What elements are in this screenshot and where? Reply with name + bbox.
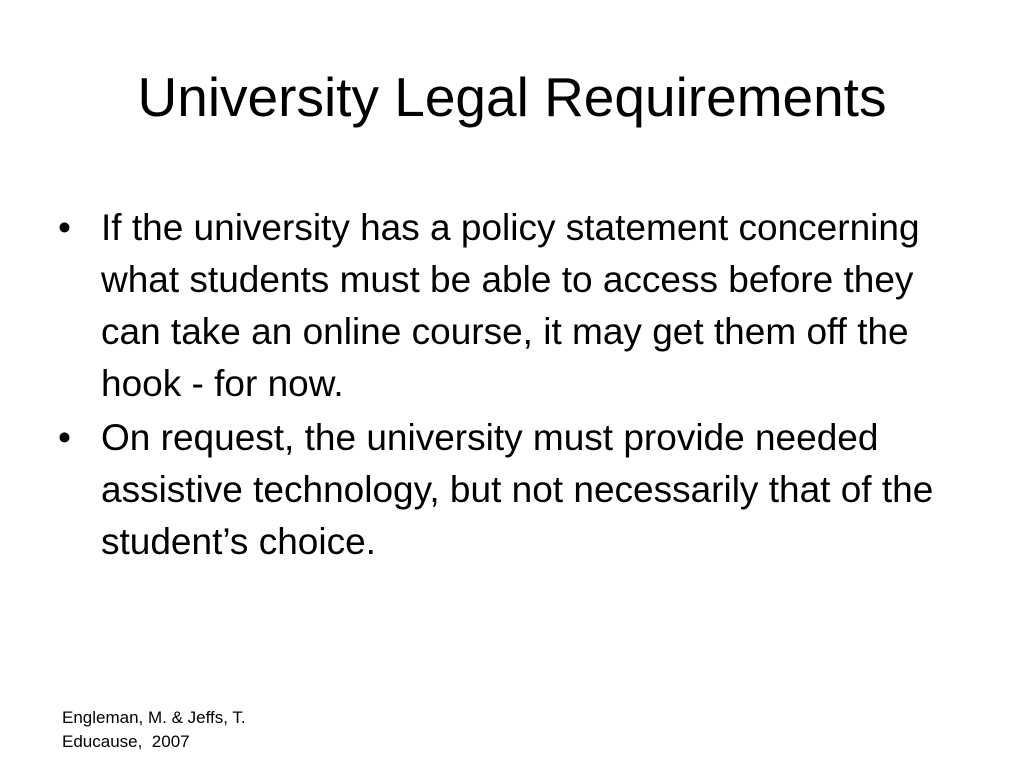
bullet-item [58,412,958,568]
bullet-list [58,202,958,570]
citation-source: Educause, 2007 [62,732,190,751]
citation-authors: Engleman, M. & Jeffs, T. [62,708,246,727]
slide-title: University Legal Requirements [137,66,887,128]
bullet-item [58,202,958,410]
citation [62,706,246,754]
bullet-marker: • [58,417,71,458]
bullet-text: If the university has a policy statement concerning what students must be able to access before they can take an online course, it may get them off the hook - for now. [101,207,920,404]
bullet-marker: • [58,207,71,248]
bullet-text: On request, the university must provide needed assistive technology, but not necessarily that of the student’s choice. [101,417,934,562]
